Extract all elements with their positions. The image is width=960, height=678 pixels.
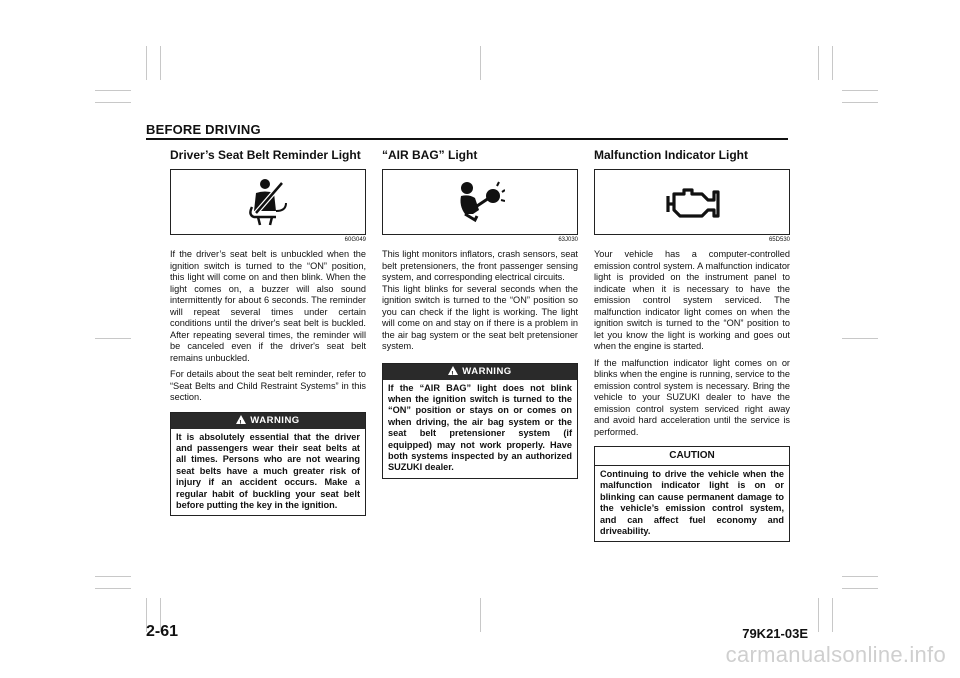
warning-box <box>382 363 578 479</box>
body-paragraph: For details about the seat belt reminder, refer to “Seat Belts and Child Restraint Systems” in this section. <box>170 369 366 402</box>
warning-text: It is absolutely essential that the driver and passengers wear their seat belts at all times. Persons who are not wearing seat belts have a much greater risk of injury if an accident occurs. Make a regular habit of buckling your seat belt before putting the key in the ignition. <box>176 431 360 510</box>
warning-label: WARNING <box>462 365 512 377</box>
engine-icon <box>664 184 720 220</box>
body-paragraph: Your vehicle has a computer-controlled emission control system. A malfunction indicator light is provided on the instrument panel to indicate when it is necessary to have the emission control system serviced. The malfunction indicator light comes on when the ignition switch is turned to the “ON” position to let you know the light is working and goes out when the engine is started. <box>594 249 790 351</box>
column-seat-belt-reminder <box>170 148 366 516</box>
warning-triangle-icon <box>236 415 246 424</box>
column-heading: Driver’s Seat Belt Reminder Light <box>170 148 361 162</box>
column-malfunction-indicator <box>594 148 790 542</box>
body-paragraph: This light blinks for several seconds when the ignition switch is turned to the “ON” position so you can check if the light is working. The light will come on and stay on if there is a problem in the air bag system or the seat belt pretensioner system. <box>382 283 578 351</box>
watermark: carmanualsonline.info <box>725 642 946 667</box>
seat-belt-icon <box>246 177 290 227</box>
column-air-bag-light <box>382 148 578 479</box>
figure-code: 65D530 <box>768 237 790 243</box>
warning-header <box>171 413 365 429</box>
section-title: BEFORE DRIVING <box>146 122 261 137</box>
warning-label: WARNING <box>250 414 300 426</box>
figure-box <box>594 169 790 235</box>
warning-triangle-icon <box>448 366 458 375</box>
document-code: 79K21-03E <box>742 626 808 641</box>
body-paragraph: If the driver’s seat belt is unbuckled when the ignition switch is turned to the “ON” position, this light will come on and then blink. When the light comes on, a buzzer will also sound intermittently for about 6 seconds. The reminder will repeat several times under certain conditions until the driver's seat belt is buckled. After repeating several times, the reminder will be canceled even if the driver's seat belt remains unbuckled. <box>170 249 366 363</box>
caution-label: CAUTION <box>595 447 789 466</box>
body-paragraph: If the malfunction indicator light comes on or blinks when the engine is running, service to the emission control system is necessary. Bring the vehicle to your SUZUKI dealer to have the emission control system serviced right away and avoid hard acceleration until the service is performed. <box>594 357 790 437</box>
air-bag-icon <box>455 180 505 224</box>
figure-code: 60G049 <box>344 237 366 243</box>
header-rule <box>146 138 788 140</box>
body-paragraph: This light monitors inflators, crash sensors, seat belt pretensioners, the front passenger sensing system, and corresponding electrical circuits. <box>382 249 578 282</box>
caution-text: Continuing to drive the vehicle when the malfunction indicator light is on or blinking can cause permanent damage to the vehicle’s emission control system, and can affect fuel economy and driveability. <box>600 469 784 537</box>
figure-box <box>382 169 578 235</box>
figure-box <box>170 169 366 235</box>
caution-box <box>594 446 790 542</box>
column-heading: Malfunction Indicator Light <box>594 148 748 162</box>
page-number: 2-61 <box>146 623 179 640</box>
warning-box <box>170 412 366 517</box>
warning-text: If the “AIR BAG” light does not blink when the ignition switch is turned to the “ON” position or stays on or comes on when driving, the air bag system or the seat belt pretensioner system (if equipped) may not work properly. Have both systems inspected by an authorized SUZUKI dealer. <box>388 382 572 473</box>
warning-header <box>383 364 577 380</box>
figure-code: 63J030 <box>558 237 578 243</box>
column-heading: “AIR BAG” Light <box>382 148 478 162</box>
